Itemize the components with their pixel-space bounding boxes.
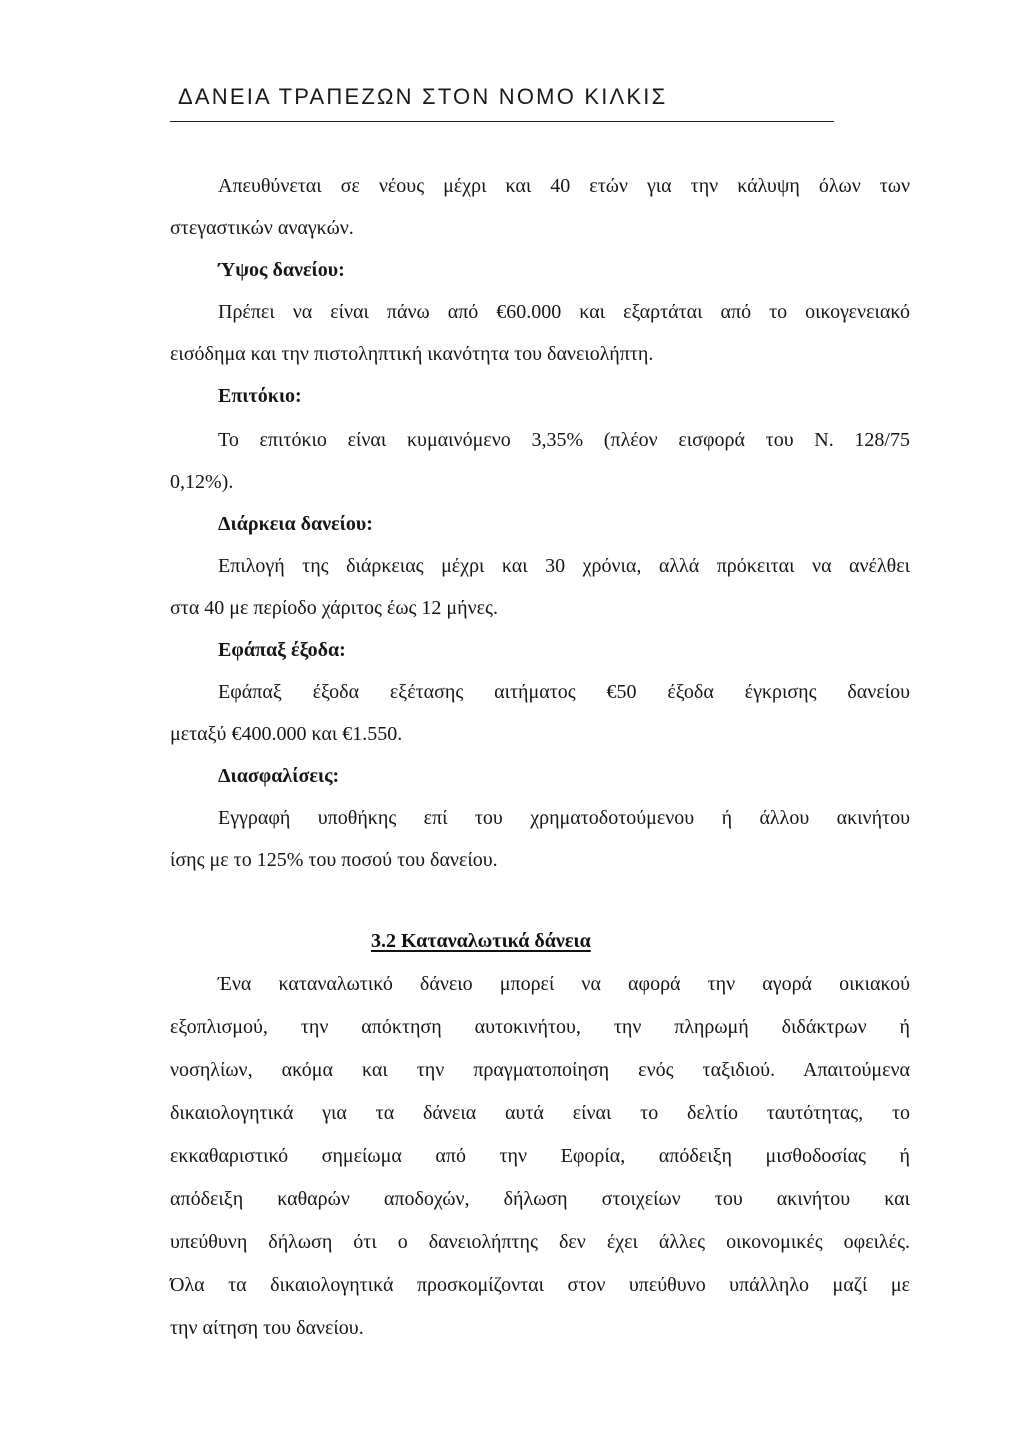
duration-line-2: στα 40 με περίοδο χάριτος έως 12 μήνες. bbox=[170, 597, 498, 619]
guarantees-line-1: Εγγραφή υποθήκης επί του χρηματοδοτούμενου ή άλλου ακινήτου bbox=[218, 807, 910, 829]
header-rule bbox=[170, 121, 834, 122]
consumer-line-4: δικαιολογητικά για τα δάνεια αυτά είναι το δελτίο ταυτότητας, το bbox=[170, 1102, 910, 1124]
consumer-loans-heading: 3.2 Καταναλωτικά δάνεια bbox=[371, 930, 591, 952]
rate-line-1: Το επιτόκιο είναι κυμαινόμενο 3,35% (πλέον εισφορά του Ν. 128/75 bbox=[218, 429, 910, 451]
duration-line-1: Επιλογή της διάρκειας μέχρι και 30 χρόνια, αλλά πρόκειται να ανέλθει bbox=[218, 555, 910, 577]
amount-line-1: Πρέπει να είναι πάνω από €60.000 και εξαρτάται από το οικογενειακό bbox=[218, 301, 910, 323]
guarantees-line-2: ίσης με το 125% του ποσού του δανείου. bbox=[170, 849, 498, 871]
rate-line-2: 0,12%). bbox=[170, 471, 234, 493]
rate-label: Επιτόκιο: bbox=[218, 385, 302, 407]
consumer-line-2: εξοπλισμού, την απόκτηση αυτοκινήτου, την πληρωμή διδάκτρων ή bbox=[170, 1016, 910, 1038]
running-header-title: ΔΑΝΕΙΑ ΤΡΑΠΕΖΩΝ ΣΤΟΝ ΝΟΜΟ ΚΙΛΚΙΣ bbox=[178, 84, 668, 109]
consumer-line-5: εκκαθαριστικό σημείωμα από την Εφορία, απόδειξη μισθοδοσίας ή bbox=[170, 1145, 910, 1167]
consumer-line-3: νοσηλίων, ακόμα και την πραγματοποίηση ενός ταξιδιού. Απαιτούμενα bbox=[170, 1059, 910, 1081]
consumer-line-8: Όλα τα δικαιολογητικά προσκομίζονται στον υπεύθυνο υπάλληλο μαζί με bbox=[170, 1274, 910, 1296]
consumer-line-1: Ένα καταναλωτικό δάνειο μπορεί να αφορά την αγορά οικιακού bbox=[218, 973, 910, 995]
consumer-line-9: την αίτηση του δανείου. bbox=[170, 1317, 364, 1339]
consumer-line-7: υπεύθυνη δήλωση ότι ο δανειολήπτης δεν έχει άλλες οικονομικές οφειλές. bbox=[170, 1231, 910, 1253]
consumer-line-6: απόδειξη καθαρών αποδοχών, δήλωση στοιχείων του ακινήτου και bbox=[170, 1188, 910, 1210]
guarantees-label: Διασφαλίσεις: bbox=[218, 765, 340, 787]
amount-label: Ύψος δανείου: bbox=[218, 259, 345, 281]
housing-intro-line-1: Απευθύνεται σε νέους μέχρι και 40 ετών για την κάλυψη όλων των bbox=[218, 175, 910, 197]
fees-label: Εφάπαξ έξοδα: bbox=[218, 639, 346, 661]
fees-line-2: μεταξύ €400.000 και €1.550. bbox=[170, 723, 403, 745]
duration-label: Διάρκεια δανείου: bbox=[218, 513, 373, 535]
fees-line-1: Εφάπαξ έξοδα εξέτασης αιτήματος €50 έξοδα έγκρισης δανείου bbox=[218, 681, 910, 703]
housing-intro-line-2: στεγαστικών αναγκών. bbox=[170, 217, 354, 239]
amount-line-2: εισόδημα και την πιστοληπτική ικανότητα του δανειολήπτη. bbox=[170, 343, 654, 365]
